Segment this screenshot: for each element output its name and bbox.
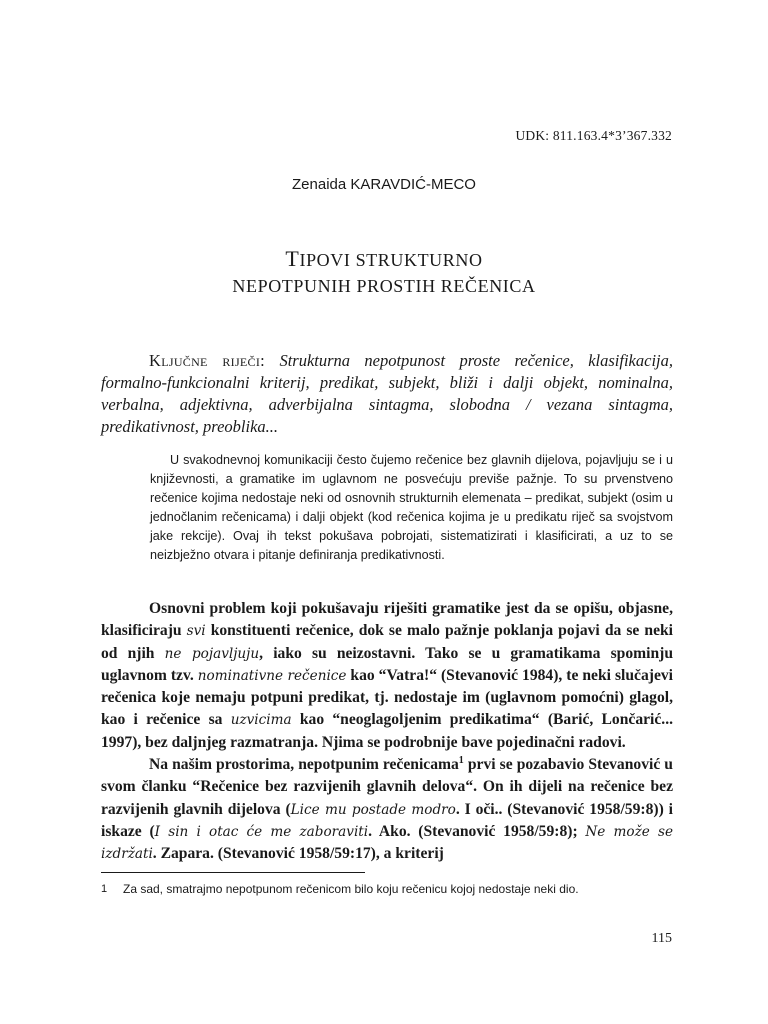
keywords-block (101, 350, 673, 438)
body-text (101, 598, 673, 866)
title-line-1-rest: IPOVI STRUKTURNO (299, 250, 483, 270)
udk-code: UDK: 811.163.4*3’367.332 (515, 128, 672, 143)
title-line-1 (0, 246, 768, 272)
keywords-label: Ključne riječi: (149, 351, 266, 370)
page-number: 115 (651, 931, 672, 946)
title-initial: T (285, 246, 300, 271)
abstract (150, 451, 673, 565)
body-paragraph-1: Osnovni problem koji pokušavaju riješiti gramatike jest da se opišu, objasne, klasificiraju svi konstituenti rečenice, dok se malo pažnje poklanja pojavi da se neki od njih ne pojavljuju, iako su neizostavni. Tako se u gramatikama spominju uglavnom tzv. nominativne rečenice kao “Vatra!“ (Stevanović 1984), te neki slučajevi rečenica koje nemaju potpuni predikat, tj. nedostaje im (uglavnom pomoćni) glagol, kao i rečenice sa uzvicima kao “neoglagoljenim predikatima“ (Barić, Lončarić... 1997), bez daljnjeg razmatranja. Njima se podrobnije bave pojedinačni radovi. (101, 600, 674, 751)
body-paragraph-2: Na našim prostorima, nepotpunim rečenicama$^1$ prvi se pozabavio Stevanović u svom članku “Rečenice bez razvijenih glavnih delova“. On ih dijeli na rečenice bez razvijenih glavnih dijelova (Lice mu postade modro. I oči.. (Stevanović 1958/59:8)) i iskaze (I sin i otac će me zaboraviti. Ako. (Stevanović 1958/59:8); Ne može se izdržati. Zapara. (Stevanović 1958/59:17), a kriterij (101, 754, 673, 863)
footnote-divider (101, 872, 365, 873)
keywords-list: Strukturna nepotpunost proste rečenice, klasifikacija, formalno-funkcionalni kriterij, predikat, subjekt, bliži i dalji objekt, nominalna, verbalna, adjektivna, adverbijalna sintagma, slobodna / vezana sintagma, predikativnost, preoblika... (101, 351, 674, 436)
footnote (101, 880, 673, 898)
footnote-ref[interactable]: 1 (458, 754, 464, 766)
title-line-2: NEPOTPUNIH PROSTIH REČENICA (232, 276, 536, 296)
author-name: Zenaida KARAVDIĆ-MECO (292, 176, 476, 193)
footnote-number: 1 (101, 883, 108, 895)
footnote-text: Za sad, smatrajmo nepotpunom rečenicom bilo koju rečenicu kojoj nedostaje neki dio. (123, 882, 579, 896)
abstract-text: U svakodnevnoj komunikaciji često čujemo rečenice bez glavnih dijelova, pojavljuju se i u književnosti, a gramatike im uglavnom ne posvećuju previše pažnje. To su prvenstveno rečenice kojima nedostaje neki od osnovnih strukturnih elemenata – predikat, subjekt (osim u jednočlanim rečenicama) i dalji objekt (kod rečenica kojima je u predikatu riječ sa svojstvom jake rekcije). Ovaj ih tekst pokušava pobrojati, sistematizirati i klasificirati, a uz to se neizbježno otvara i pitanje definiranja predikativnosti. (150, 453, 673, 562)
